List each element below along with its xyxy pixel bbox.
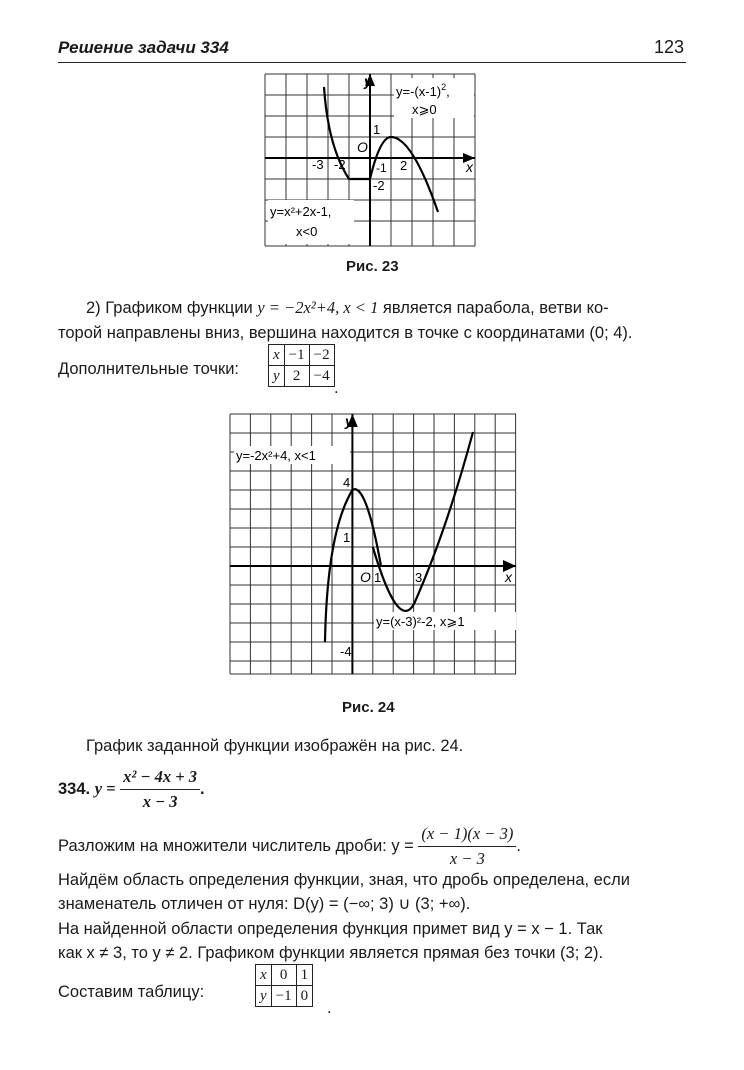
extra-points-table (268, 344, 335, 387)
result-line-2: как x ≠ 3, то y ≠ 2. Графиком функции является прямая без точки (3; 2). (58, 944, 604, 962)
curve-label-bottom: y=(x-3)²-2, x⩾1 (376, 614, 465, 629)
table-label: Составим таблицу: (58, 983, 205, 1001)
paragraph-2-line-1: 2) Графиком функции y = −2x²+4, x < 1 является парабола, ветви ко- (86, 298, 609, 317)
tick-label: 2 (400, 158, 408, 173)
tick-label: 3 (415, 570, 423, 585)
page-number: 123 (653, 37, 684, 57)
values-table (255, 964, 313, 1007)
curve-upward-parabola (373, 432, 473, 611)
figure-24-graph (226, 412, 522, 676)
y-axis-label: y (364, 73, 372, 89)
figure-24-caption: Рис. 24 (342, 699, 395, 716)
origin-label: O (357, 139, 368, 155)
tick-label: 1 (373, 122, 381, 137)
tick-label: -2 (334, 157, 346, 172)
tick-label: 4 (343, 475, 351, 490)
table-row: y −1 0 (256, 986, 313, 1007)
result-line-1: На найденной области определения функция примет вид y = x − 1. Так (58, 920, 603, 938)
table-row: x 0 1 (256, 965, 313, 986)
curve-label-left: y=x²+2x-1, (270, 204, 332, 219)
extra-points-label: Дополнительные точки: (58, 360, 240, 378)
table-row: x −1 −2 (269, 345, 335, 366)
running-header-title: Решение задачи 334 (58, 38, 229, 57)
curve-label-right-condition: x⩾0 (412, 102, 437, 117)
problem-334-statement: 334. y = $\frac{\text{x² − 4x + 3}}{x - 3}$ . (58, 767, 205, 811)
tick-label: -2 (373, 178, 385, 193)
tick-label: 1 (374, 570, 382, 585)
x-axis-label: x (505, 569, 512, 585)
factor-line: Разложим на множители числитель дроби: y = $\frac{(x - 1)(x - 3)}{x - 3}$ . (58, 824, 521, 868)
domain-line-1: Найдём область определения функции, зная, что дробь определена, если (58, 871, 630, 889)
domain-line-2: знаменатель отличен от нуля: D(y) = (−∞; 3) ∪ (3; +∞). (58, 895, 471, 913)
figure-23-caption: Рис. 23 (346, 258, 399, 275)
origin-label: O (360, 569, 371, 585)
curve-label-top: y=-2x²+4, x<1 (236, 448, 316, 463)
graph-note: График заданной функции изображён на рис. 24. (86, 737, 464, 755)
tick-label: 1 (343, 530, 351, 545)
table-row: y 2 −4 (269, 366, 335, 387)
curve-label-right: $y=-(x-1)^2$, (396, 82, 450, 99)
header-divider (58, 62, 686, 63)
paragraph-2-line-2: торой направлены вниз, вершина находится в точке с координатами (0; 4). (58, 324, 633, 342)
curve-label-left-condition: x<0 (296, 224, 318, 239)
figure-23-graph (260, 72, 480, 248)
tick-label: -3 (312, 157, 324, 172)
y-axis-label: y (345, 413, 353, 429)
curve-left-parabola (324, 87, 370, 179)
tick-label: -1 (376, 161, 387, 175)
x-axis-label: x (466, 159, 473, 175)
tick-label: -4 (340, 644, 352, 659)
